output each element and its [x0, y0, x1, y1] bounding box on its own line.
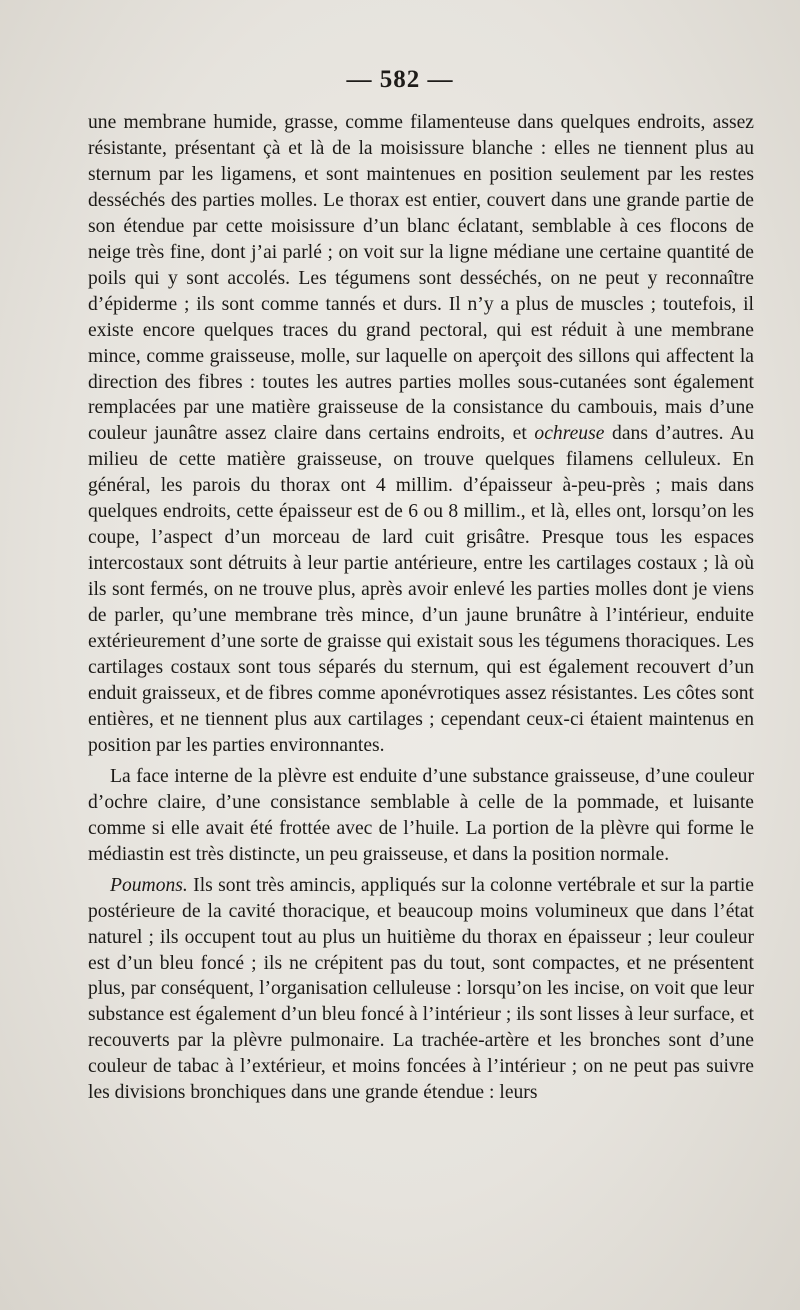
paragraph-plevre — [88, 764, 754, 868]
paragraph-poumons — [88, 873, 754, 1107]
paragraph-text: dans d’autres. Au milieu de cette matière graisseuse, on trouve quelques filamens celluleux. En général, les parois du thorax ont 4 millim. d’épaisseur à-peu-près ; mais dans quelques endroits, cette épaisseur est de 6 ou 8 millim., et là, elles ont, lorsqu’on les coupe, l’aspect d’un morceau de lard cuit grisâtre. Presque tous les espaces intercostaux sont détruits à leur partie antérieure, entre les cartilages costaux ; là où ils sont fermés, on ne trouve plus, après avoir enlevé les parties molles dont je viens de parler, qu’une membrane très mince, d’un jaune brunâtre à l’intérieur, enduite extérieurement d’une sorte de graisse qui existait sous les tégumens thoraciques. Les cartilages costaux sont tous séparés du sternum, qui est également recouvert d’un enduit graisseux, et de fibres comme aponévrotiques assez résistantes. Les côtes sont entières, et ne tiennent plus aux cartilages ; cependant ceux-ci étaient maintenus en position par les parties environnantes. — [88, 423, 754, 756]
paragraph-text: La face interne de la plèvre est enduite d’une substance graisseuse, d’une couleur d’ochre claire, d’une consistance semblable à celle de la pommade, et luisante comme si elle avait été frottée avec de l’huile. La portion de la plèvre qui forme le médiastin est très distincte, un peu graisseuse, et dans la position normale. — [88, 765, 754, 865]
paragraph-thorax — [88, 110, 754, 759]
page-number: — 582 — — [346, 66, 454, 93]
body-text — [88, 110, 754, 1106]
paragraph-text: Ils sont très amincis, appliqués sur la colonne vertébrale et sur la partie postérieure de la cavité thoracique, et beaucoup moins volumineux que dans l’état naturel ; ils occupent tout au plus un huitième du thorax en épaisseur ; leur couleur est d’un bleu foncé ; ils ne crépitent pas du tout, sont compactes, et ne présentent plus, par conséquent, l’organisation celluleuse : lorsqu’on les incise, on voit que leur substance est également d’un bleu foncé à l’intérieur ; ils sont lisses à leur surface, et recouverts par la plèvre pulmonaire. La trachée-artère et les bronches sont d’une couleur de tabac à l’extérieur, et moins foncées à l’intérieur ; on ne peut pas suivre les divisions bronchiques dans une grande étendue : leurs — [88, 874, 754, 1104]
italic-term: ochreuse — [534, 423, 605, 445]
section-heading: Poumons. — [110, 874, 188, 896]
paragraph-text: une membrane humide, grasse, comme filamenteuse dans quelques endroits, assez résistante, présentant çà et là de la moisissure blanche : elles ne tiennent plus au sternum par les ligamens, et sont maintenues en position seulement par les restes desséchés des parties molles. Le thorax est entier, couvert dans une grande partie de son étendue par cette moisissure d’un blanc éclatant, semblable à ces flocons de neige très fine, dont j’ai parlé ; on voit sur la ligne médiane une certaine quantité de poils qui y sont accolés. Les tégumens sont desséchés, on ne peut y reconnaître d’épiderme ; ils sont comme tannés et durs. Il n’y a plus de muscles ; toutefois, il existe encore quelques traces du grand pectoral, qui est réduit à une membrane mince, comme graisseuse, molle, sur laquelle on aperçoit des sillons qui affectent la direction des fibres : toutes les autres parties molles sous-cutanées sont également remplacées par une matière graisseuse de la consistance du cambouis, mais d’une couleur jaunâtre assez claire dans certains endroits, et — [88, 112, 754, 445]
